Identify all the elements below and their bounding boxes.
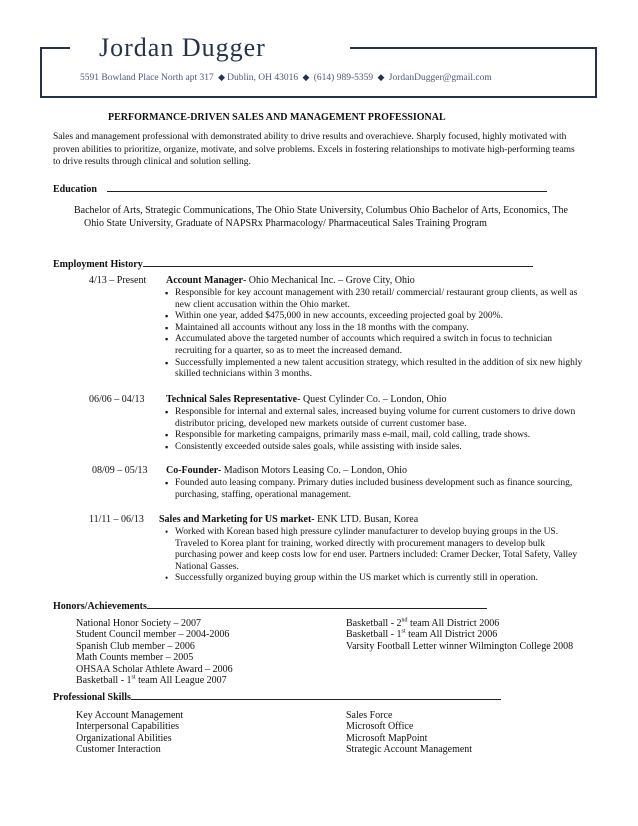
headline: PERFORMANCE-DRIVEN SALES AND MANAGEMENT PROFESSIONAL — [108, 112, 446, 123]
job-company: - Ohio Mechanical Inc. – Grove City, Ohio — [242, 275, 415, 286]
list-item: ▪ Founded auto leasing company. Primary duties included business development such as finance sourcing, purchasing, staffing, operational management. — [165, 478, 577, 501]
job-bullets — [165, 407, 577, 453]
job-title: Sales and Marketing for US market- — [159, 514, 315, 525]
job-dates: 06/06 – 04/13 — [89, 394, 145, 405]
honors-right-list — [346, 618, 573, 652]
phone: (614) 989-5359 — [313, 73, 374, 83]
list-item: Microsoft Office — [346, 721, 414, 733]
honors-left-list — [76, 618, 233, 686]
list-item: Interpersonal Capabilities — [76, 721, 180, 733]
diamond-icon: ◆ — [302, 72, 310, 82]
address: 5591 Bowland Place North apt 317 — [80, 73, 214, 83]
list-item: Key Account Management — [76, 710, 184, 721]
list-item: Math Counts member – 2005 — [76, 652, 194, 664]
job-title: Technical Sales Representative — [166, 394, 298, 405]
list-item: ▪ Responsible for key account management with 230 retail/ commercial/ restaurant group clients, as well as new client accusation within the Ohio market. — [165, 288, 587, 311]
list-item: ▪ Responsible for marketing campaigns, primarily mass e-mail, mail, cold calling, trade shows. — [165, 430, 577, 442]
job-company: - Quest Cylinder Co. – London, Ohio — [297, 394, 447, 405]
header-frame-bottom — [40, 96, 597, 98]
section-rule — [143, 257, 533, 267]
list-item: Customer Interaction — [76, 744, 161, 756]
diamond-icon: ◆ — [377, 72, 385, 82]
list-item: Strategic Account Management — [346, 744, 473, 756]
job-dates: 08/09 – 05/13 — [92, 465, 148, 476]
section-rule — [147, 599, 487, 609]
job-company: Madison Motors Leasing Co. – London, Ohio — [221, 465, 408, 476]
summary: Sales and management professional with demonstrated ability to drive results and overachieve. Sharply focused, highly motivated with proven abilities to prioritize, organize, motivate, and solve problems. Excels in fostering relationships to motivate high-performing teams to drive results through clinical and solution selling. — [53, 132, 575, 168]
job-company: ENK LTD. Busan, Korea — [314, 514, 419, 525]
job-title-line — [166, 394, 447, 405]
section-rule — [131, 690, 501, 700]
job-dates: 11/11 – 06/13 — [89, 514, 144, 525]
list-item: ▪ Successfully implemented a new talent accusition strategy, which resulted in the addition of six new highly skilled technicians within 3 months. — [165, 358, 587, 381]
list-item: • Worked with Korean based high pressure cylinder manufacturer to develop buying groups in the US. Traveled to Korea plant for training, worked directly with procurement managers to develop bulk purchasing power and keep costs low for end user. Partners included: Cramer Decker, Total Safety, Valley National Gasses. — [165, 527, 585, 573]
job-title-line — [166, 465, 407, 476]
list-item: ▪ Consistently exceeded outside sales goals, while assisting with inside sales. — [165, 442, 577, 454]
list-item: Microsoft MapPoint — [346, 732, 428, 744]
job-bullets — [165, 527, 585, 585]
section-rule — [107, 182, 547, 192]
job-bullets — [165, 288, 587, 381]
list-item: ▪ Within one year, added $475,000 in new accounts, exceeding projected goal by 200%. — [165, 311, 587, 323]
skills-heading: Professional Skills — [53, 690, 501, 703]
contact-line — [80, 72, 492, 83]
list-item: Varsity Football Letter winner Wilmington College 2008 — [346, 640, 574, 652]
list-item: OHSAA Scholar Athlete Award – 2006 — [76, 663, 233, 675]
header-frame-top-left — [40, 47, 70, 49]
job-title: Co-Founder- — [166, 465, 222, 476]
job-title: Account Manager — [166, 275, 243, 286]
list-item: Spanish Club member – 2006 — [76, 640, 195, 652]
list-item: National Honor Society – 2007 — [76, 618, 201, 629]
education-text: Bachelor of Arts, Strategic Communications, The Ohio State University, Columbus Ohio Bachelor of Arts, Economics, The Ohio State University, Graduate of NAPSRx Pharmacology/ Pharmaceutical Sales Training Program — [74, 205, 568, 229]
header-frame-right — [595, 47, 597, 97]
candidate-name: Jordan Dugger — [99, 33, 266, 62]
list-item: Basketball - 2nd team All District 2006 — [346, 617, 500, 629]
list-item: ▪ Accumulated above the targeted number of accounts which required a switch in focus to technician recruiting for a quarter, so as to meet the increased demand. — [165, 334, 587, 357]
diamond-icon: ◆ — [218, 72, 226, 82]
education-heading: Education — [53, 182, 547, 195]
header-frame-left — [40, 47, 42, 97]
header-frame-top-right — [350, 47, 596, 49]
list-item: • Successfully organized buying group within the US market which is currently still in operation. — [165, 573, 585, 585]
honors-heading: Honors/Achievements — [53, 599, 487, 612]
job-title-line — [159, 514, 418, 525]
list-item: Student Council member – 2004-2006 — [76, 629, 230, 641]
employment-heading: Employment History — [53, 257, 533, 270]
list-item: Basketball - 1st team All District 2006 — [346, 629, 498, 641]
job-dates: 4/13 – Present — [89, 275, 147, 286]
list-item: ▪ Responsible for internal and external sales, increased buying volume for current customers to drive down distributor pricing, developed new markets outside of current customer base. — [165, 407, 577, 430]
job-bullets — [165, 478, 577, 501]
skills-right-list — [346, 710, 472, 756]
list-item: Sales Force — [346, 710, 393, 721]
list-item: Basketball - 1st team All League 2007 — [76, 674, 227, 687]
skills-left-list — [76, 710, 183, 756]
job-title-line — [166, 275, 415, 286]
email-link[interactable]: JordanDugger@gmail.com — [388, 73, 492, 83]
list-item: Organizational Abilities — [76, 732, 172, 744]
list-item: ▪ Maintained all accounts without any loss in the 18 months with the company. — [165, 323, 587, 335]
city: Dublin, OH 43016 — [227, 73, 299, 83]
